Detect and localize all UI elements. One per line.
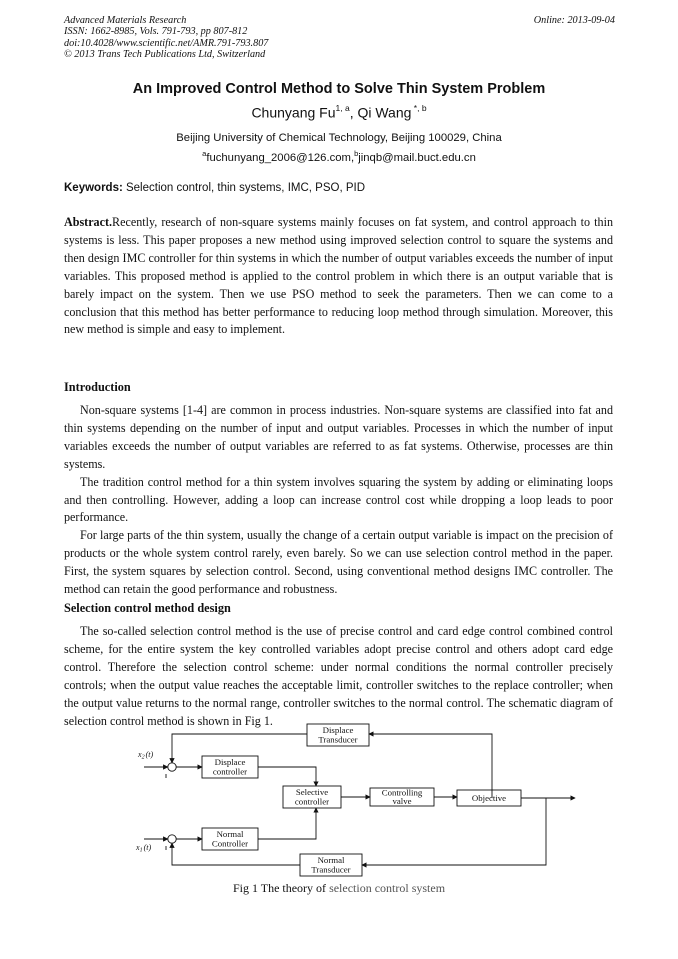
selective-controller-label-2: controller	[294, 796, 330, 807]
author-line	[0, 104, 678, 121]
x1-input-label: x1(t)	[136, 843, 152, 854]
journal-header	[64, 15, 268, 61]
displace-transducer-label-2: Transducer	[318, 734, 358, 745]
summing-junction-bottom	[168, 835, 176, 843]
keywords	[64, 182, 365, 194]
online-date: Online: 2013-09-04	[533, 15, 615, 26]
email-a-sup: a	[202, 149, 207, 158]
intro-heading: Introduction	[64, 380, 131, 394]
abstract-paragraph	[64, 214, 613, 339]
abstract	[64, 214, 613, 339]
email-a: fuchunyang_2006@126.com,	[206, 151, 355, 164]
selection-paragraph-1: The so-called selection control method is the use of precise control and card edge control combined control scheme, for the entire system the key controlled variables adopt precise control and others adopt card edge control. Therefore the selection control scheme: under normal conditions the normal controller precisely controls; when the output value reaches the acceptable limit, controller switches to the replace controller; when the output value returns to the normal range, controller switches to the normal control. The schematic diagram of selection control method is shown in Fig 1.	[64, 624, 613, 728]
keywords-text: Selection control, thin systems, IMC, PSO, PID	[122, 182, 366, 194]
selection-control-diagram	[130, 718, 590, 886]
controlling-valve-label-1: Controlling	[381, 787, 423, 798]
normal-controller-label-1: Normal	[216, 829, 244, 839]
displace-controller-label-1: Displace	[214, 757, 246, 767]
paper-title: An Improved Control Method to Solve Thin System Problem	[132, 81, 546, 97]
intro-paragraph-3: For large parts of the thin system, usually the change of a certain output variable is impact on the precision of products or the whole system control rarely, even barely. So we can use selection control method in the paper. First, the system squares by selection control. Second, using conventional method designs IMC controller. The method can retain the good performance and robustness.	[64, 528, 613, 597]
email-b: jinqb@mail.buct.edu.cn	[358, 151, 476, 164]
selective-controller-label-1: Selective	[295, 787, 329, 797]
affiliation	[0, 131, 678, 166]
journal-name: Advanced Materials Research	[64, 15, 187, 26]
affiliation-line: Beijing University of Chemical Technology, Beijing 100029, China	[176, 132, 502, 144]
abstract-label: Abstract.	[64, 215, 113, 229]
copyright-line: © 2013 Trans Tech Publications Ltd, Switzerland	[64, 49, 266, 61]
intro-paragraph-1: Non-square systems [1-4] are common in process industries. Non-square systems are classified into fat and thin systems depending on the number of input and output variables. Processes in which the number of input variables exceeds the number of output variables are referred to as fat systems. Otherwise, processes are thin systems.	[64, 403, 613, 471]
figure-caption	[0, 881, 678, 896]
intro-body	[64, 402, 613, 599]
author-1-name: Chunyang Fu	[251, 104, 336, 121]
selection-body	[64, 623, 613, 730]
displace-transducer-label-1: Displace	[322, 725, 354, 735]
controlling-valve-label-2: valve	[392, 796, 412, 806]
email-b-sup: b	[354, 149, 359, 158]
normal-controller-label-2: Controller	[211, 838, 249, 849]
intro-paragraph-2: The tradition control method for a thin system involves squaring the system by adding or eliminating loops and then controlling. However, adding a loop can increase control cost while dropping a loop leads to poor performance.	[64, 474, 613, 525]
abstract-text: Recently, research of non-square systems mainly focuses on fat system, and control approach to thin systems is less. This paper proposes a new method using improved selection control to square the systems and then design IMC controller for thin systems in which the number of output variables exceeds the number of input variables. This proposed method is applied to the control problem in which there is an output variable that is barely impact on the system. Then we use PSO method to seek the parameters. Then we can come to a conclusion that this method has better performance to reducing loop method through simulation. Moreover, this new method is simple and easy to implement.	[64, 215, 613, 337]
author-1-sup: 1, a	[335, 103, 350, 113]
selection-heading: Selection control method design	[64, 601, 231, 615]
author-2-name: Qi Wang	[357, 104, 412, 121]
email-line	[0, 146, 678, 166]
issn-line: ISSN: 1662-8985, Vols. 791-793, pp 807-812	[64, 26, 248, 38]
doi-line: doi:10.4028/www.scientific.net/AMR.791-793.807	[64, 37, 269, 49]
normal-transducer-label-1: Normal	[317, 855, 345, 865]
caption-suffix: selection control system	[329, 881, 446, 895]
keywords-label: Keywords:	[64, 182, 123, 194]
normal-transducer-label-2: Transducer	[311, 864, 351, 875]
caption-prefix: Fig 1 The theory of	[232, 881, 330, 895]
summing-junction-top	[168, 763, 176, 771]
author-2-sup: *, b	[411, 103, 427, 113]
x2-input-label: x2(t)	[138, 750, 154, 761]
author-separator: ,	[349, 104, 358, 121]
displace-controller-label-2: controller	[212, 766, 248, 777]
objective-label: Objective	[471, 793, 507, 803]
